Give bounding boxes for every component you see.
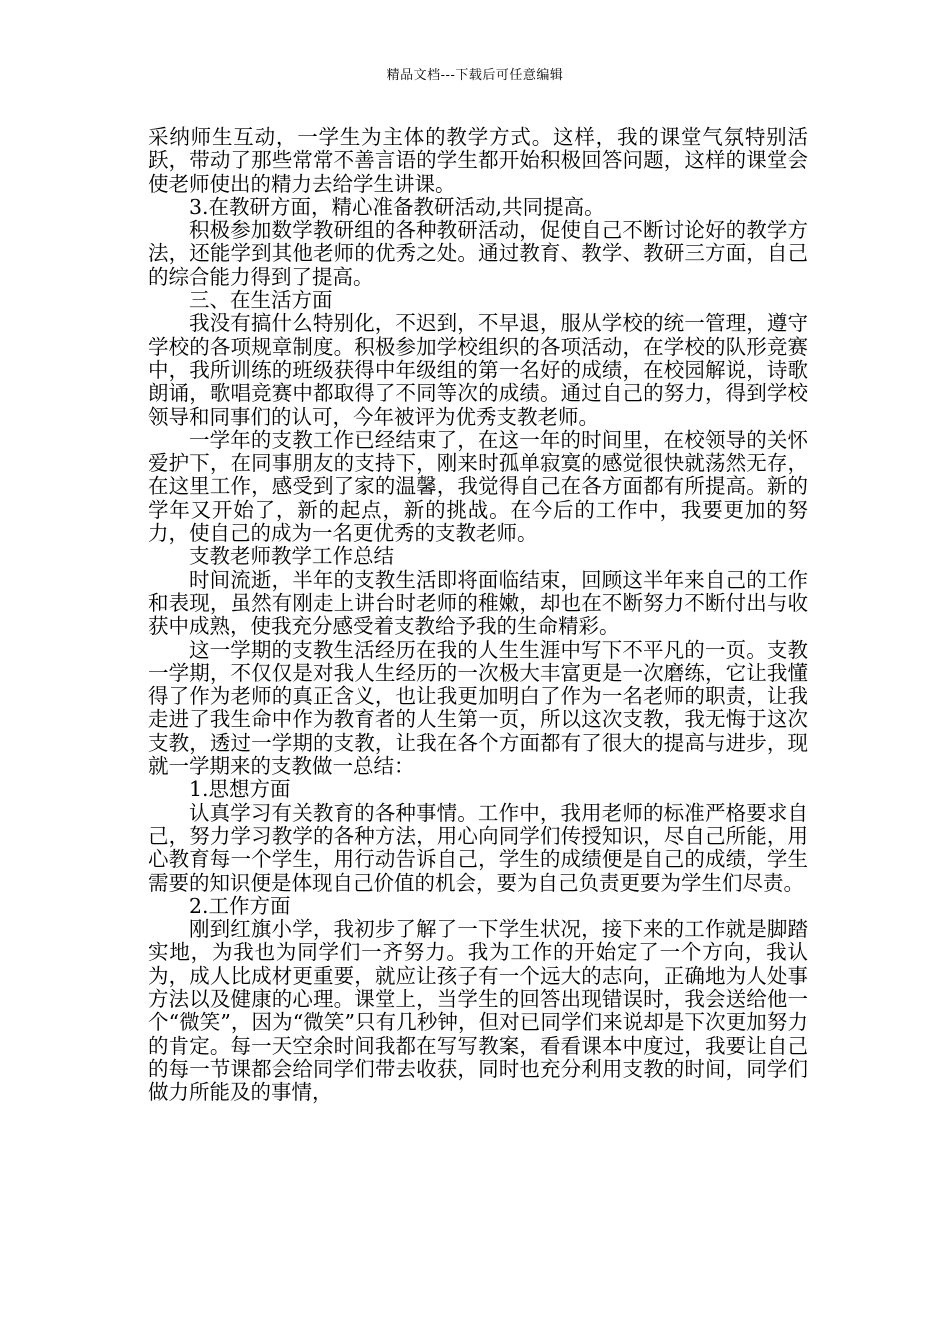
document-title: 支教老师教学工作总结 xyxy=(189,544,394,569)
paragraph: 刚到红旗小学，我初步了解了一下学生状况，接下来的工作就是脚踏实地，为我也为同学们一齐努力。我为工作的开始定了一个方向，我认为，成人比成材更重要，就应让孩子有一个远大的志向，正确地为人处事方法以及健康的心理。课堂上，当学生的回答出现错误时，我会送给他一个“微笑”，因为“微笑”只有几秒钟，但对已同学们来说却是下次更加努力的肯定。每一天空余时间我都在写写教案，看看课本中度过，我要让自己的每一节课都会给同学们带去收获，同时也充分利用支教的时间，同学们做力所能及的事情， xyxy=(148,917,808,1105)
section-heading: 3.在教研方面，精心准备教研活动,共同提高。 xyxy=(189,194,605,219)
paragraph: 时间流逝，半年的支教生活即将面临结束，回顾这半年来自己的工作和表现，虽然有刚走上讲台时老师的稚嫩，却也在不断努力不断付出与收获中成熟，使我充分感受着支教给予我的生命精彩。 xyxy=(148,567,808,639)
paragraph: 我没有搞什么特别化，不迟到，不早退，服从学校的统一管理，遵守学校的各项规章制度。积极参加学校组织的各项活动，在学校的队形竞赛中，我所训练的班级获得中年级组的第一名好的成绩，在校园解说，诗歌朗诵，歌唱竞赛中都取得了不同等次的成绩。通过自己的努力，得到学校领导和同事们的认可，今年被评为优秀支教老师。 xyxy=(148,311,808,429)
paragraph: 采纳师生互动，一学生为主体的教学方式。这样，我的课堂气氛特别活跃，带动了那些常常不善言语的学生都开始积极回答问题，这样的课堂会使老师使出的精力去给学生讲课。 xyxy=(148,125,808,196)
document-body xyxy=(148,126,808,1104)
paragraph: 这一学期的支教生活经历在我的人生生涯中写下不平凡的一页。支教一学期，不仅仅是对我人生经历的一次极大丰富更是一次磨练，它让我懂得了作为老师的真正含义，也让我更加明白了作为一名老师的职责，让我走进了我生命中作为教育者的人生第一页，所以这次支教，我无悔于这次支教，透过一学期的支教，让我在各个方面都有了很大的提高与进步，现就一学期来的支教做一总结： xyxy=(148,637,808,779)
section-heading: 2.工作方面 xyxy=(189,893,291,918)
paragraph: 认真学习有关教育的各种事情。工作中，我用老师的标准严格要求自己，努力学习教学的各种方法，用心向同学们传授知识，尽自己所能，用心教育每一个学生，用行动告诉自己，学生的成绩便是自己的成绩，学生需要的知识便是体现自己价值的机会，要为自己负责更要为学生们尽责。 xyxy=(148,800,808,895)
paragraph: 一学年的支教工作已经结束了，在这一年的时间里，在校领导的关怀爱护下，在同事朋友的支持下，刚来时孤单寂寞的感觉很快就荡然无存，在这里工作，感受到了家的温馨，我觉得自己在各方面都有所提高。新的学年又开始了，新的起点，新的挑战。在今后的工作中，我要更加的努力，使自己的成为一名更优秀的支教老师。 xyxy=(148,427,808,546)
section-heading: 1.思想方面 xyxy=(189,777,291,802)
page-header: 精品文档---下载后可任意编辑 xyxy=(386,68,564,83)
section-heading: 三、在生活方面 xyxy=(189,288,333,313)
paragraph: 积极参加数学教研组的各种教研活动，促使自己不断讨论好的教学方法，还能学到其他老师的优秀之处。通过教育、教学、教研三方面，自己的综合能力得到了提高。 xyxy=(148,218,808,289)
